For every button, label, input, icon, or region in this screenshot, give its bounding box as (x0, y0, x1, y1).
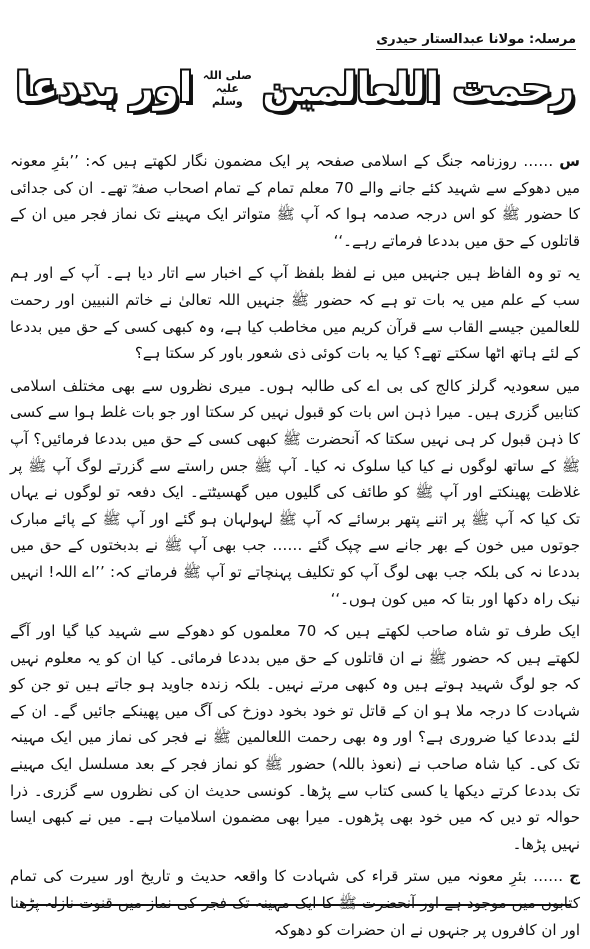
paragraph-text: میں سعودیہ گرلز کالج کی بی اے کی طالبہ ہوں۔ میری نظروں سے بھی مختلف اسلامی کتابیں گزری ہیں۔ میرا ذہن اس بات کو قبول نہیں کر سکتا اور جو بات غلط ہوا سے کسی کا ذہن قبول کر ہی نہیں سکتا کہ آنحضرت ﷺ کبھی کسی کے حق میں بددعا فرمائیں؟ آپ ﷺ کے ساتھ لوگوں نے کیا کیا سلوک نہ کیا۔ آپ ﷺ جس راستے سے گزرتے لوگ آپ ﷺ پر غلاظت پھینکتے اور آپ ﷺ کو طائف کی گلیوں میں گھسیٹتے۔ ایک دفعہ تو لوگوں نے یہاں تک کیا کہ آپ ﷺ پر اتنے پتھر برسائے کہ آپ ﷺ لہولہان ہو گئے اور آپ ﷺ کے پائے مبارک جوتوں میں خون کے بھر جانے سے چپک گئے …… جب بھی آپ ﷺ نے بدبختوں کے حق میں بددعا نہ کی بلکہ جب بھی لوگ آپ کو تکلیف پہنچاتے تو آپ ﷺ فرماتے کہ: ’’اے اللہ! انہیں نیک راہ دکھا اور بتا کہ میں کون ہوں۔‘‘ (10, 376, 580, 608)
paragraph (10, 373, 580, 612)
title-end: اور بددعا (15, 65, 193, 111)
paragraph-text: …… بئرِ معونہ میں ستر قراء کی شہادت کا واقعہ حدیث و تاریخ اور سیرت کی تمام کتابوں میں موجود ہے اور آنحضرت ﷺ کا ایک مہینہ تک فجر کی نماز میں قنوت نازلہ پڑھنا اور ان کافروں پر جنہوں نے ان حضرات کو دھوکہ (10, 867, 580, 939)
question-marker: س (559, 152, 580, 170)
answer-marker: ج (569, 867, 580, 886)
paragraph-text: ایک طرف تو شاہ صاحب لکھتے ہیں کہ 70 معلموں کو دھوکے سے شہید کیا گیا اور آگے لکھتے ہیں کہ حضور ﷺ نے ان قاتلوں کے حق میں بددعا فرمائی۔ کیا ان کو یہ معلوم نہیں کہ جو لوگ شہید ہوتے ہیں وہ کبھی مرتے نہیں۔ بلکہ زندہ جاوید ہو جاتے ہیں تو جن کو شہادت کا درجہ ملا ہو ان کے قاتل تو خود بخود دوزخ کی آگ میں پھینکے جائیں گے۔ ان کے لئے بددعا کیا ضروری ہے؟ اور وہ بھی رحمت اللعالمین ﷺ نے فجر کی نماز میں ایک مہینہ تک کی۔ کیا شاہ صاحب نے (نعوذ باللہ) حضور ﷺ کو نماز فجر کے بعد مسلسل ایک مہینے تک بددعا کرتے دیکھا یا کسی کتاب سے پڑھا۔ کونسی حدیث ان کی نظروں سے گزری۔ ذرا حوالہ تو دیں کہ میں خود بھی پڑھوں۔ میرا بھی مضمون اسلامیات ہے۔ میں نے کبھی ایسا نہیں پڑھا۔ (10, 622, 580, 853)
paragraph (10, 260, 580, 366)
author-credit: مرسلہ: مولانا عبدالستار حیدری (376, 32, 576, 50)
paragraph (10, 148, 580, 254)
title-salutation: صلی اللہ علیہ وسلم (202, 68, 252, 108)
paragraph-text: …… روزنامہ جنگ کے اسلامی صفحہ پر ایک مضمون نگار لکھتے ہیں کہ: ’’بئرِ معونہ میں دھوکے سے شہید کئے جانے والے 70 معلم تمام کے تمام اصحاب صفہؓ تھے۔ ان کی جدائی کا حضور ﷺ کو اس درجہ صدمہ ہوا کہ آپ ﷺ متواتر ایک مہینے تک نماز فجر میں ان کے قاتلوں کے حق میں بددعا فرماتے رہے۔‘‘ (10, 152, 580, 250)
article-title (0, 64, 590, 112)
paragraph-text: یہ تو وہ الفاظ ہیں جنہیں میں نے لفظ بلفظ آپ کے اخبار سے اتار دیا ہے۔ آپ کے اور ہم سب کے علم میں یہ بات تو ہے کہ حضور ﷺ جنہیں اللہ تعالیٰ نے خاتم النبیین اور رحمت للعالمین جیسے القاب سے قرآن کریم میں مخاطب کیا ہے، وہ کبھی کسی کے حق میں بددعا کے لئے ہاتھ اٹھا سکتے تھے؟ کیا یہ بات کوئی ذی شعور باور کر سکتا ہے؟ (10, 264, 580, 363)
title-main: رحمت اللعالمین (262, 65, 575, 111)
paragraph (10, 618, 580, 857)
bottom-rule (20, 904, 570, 906)
article-body (10, 148, 580, 949)
